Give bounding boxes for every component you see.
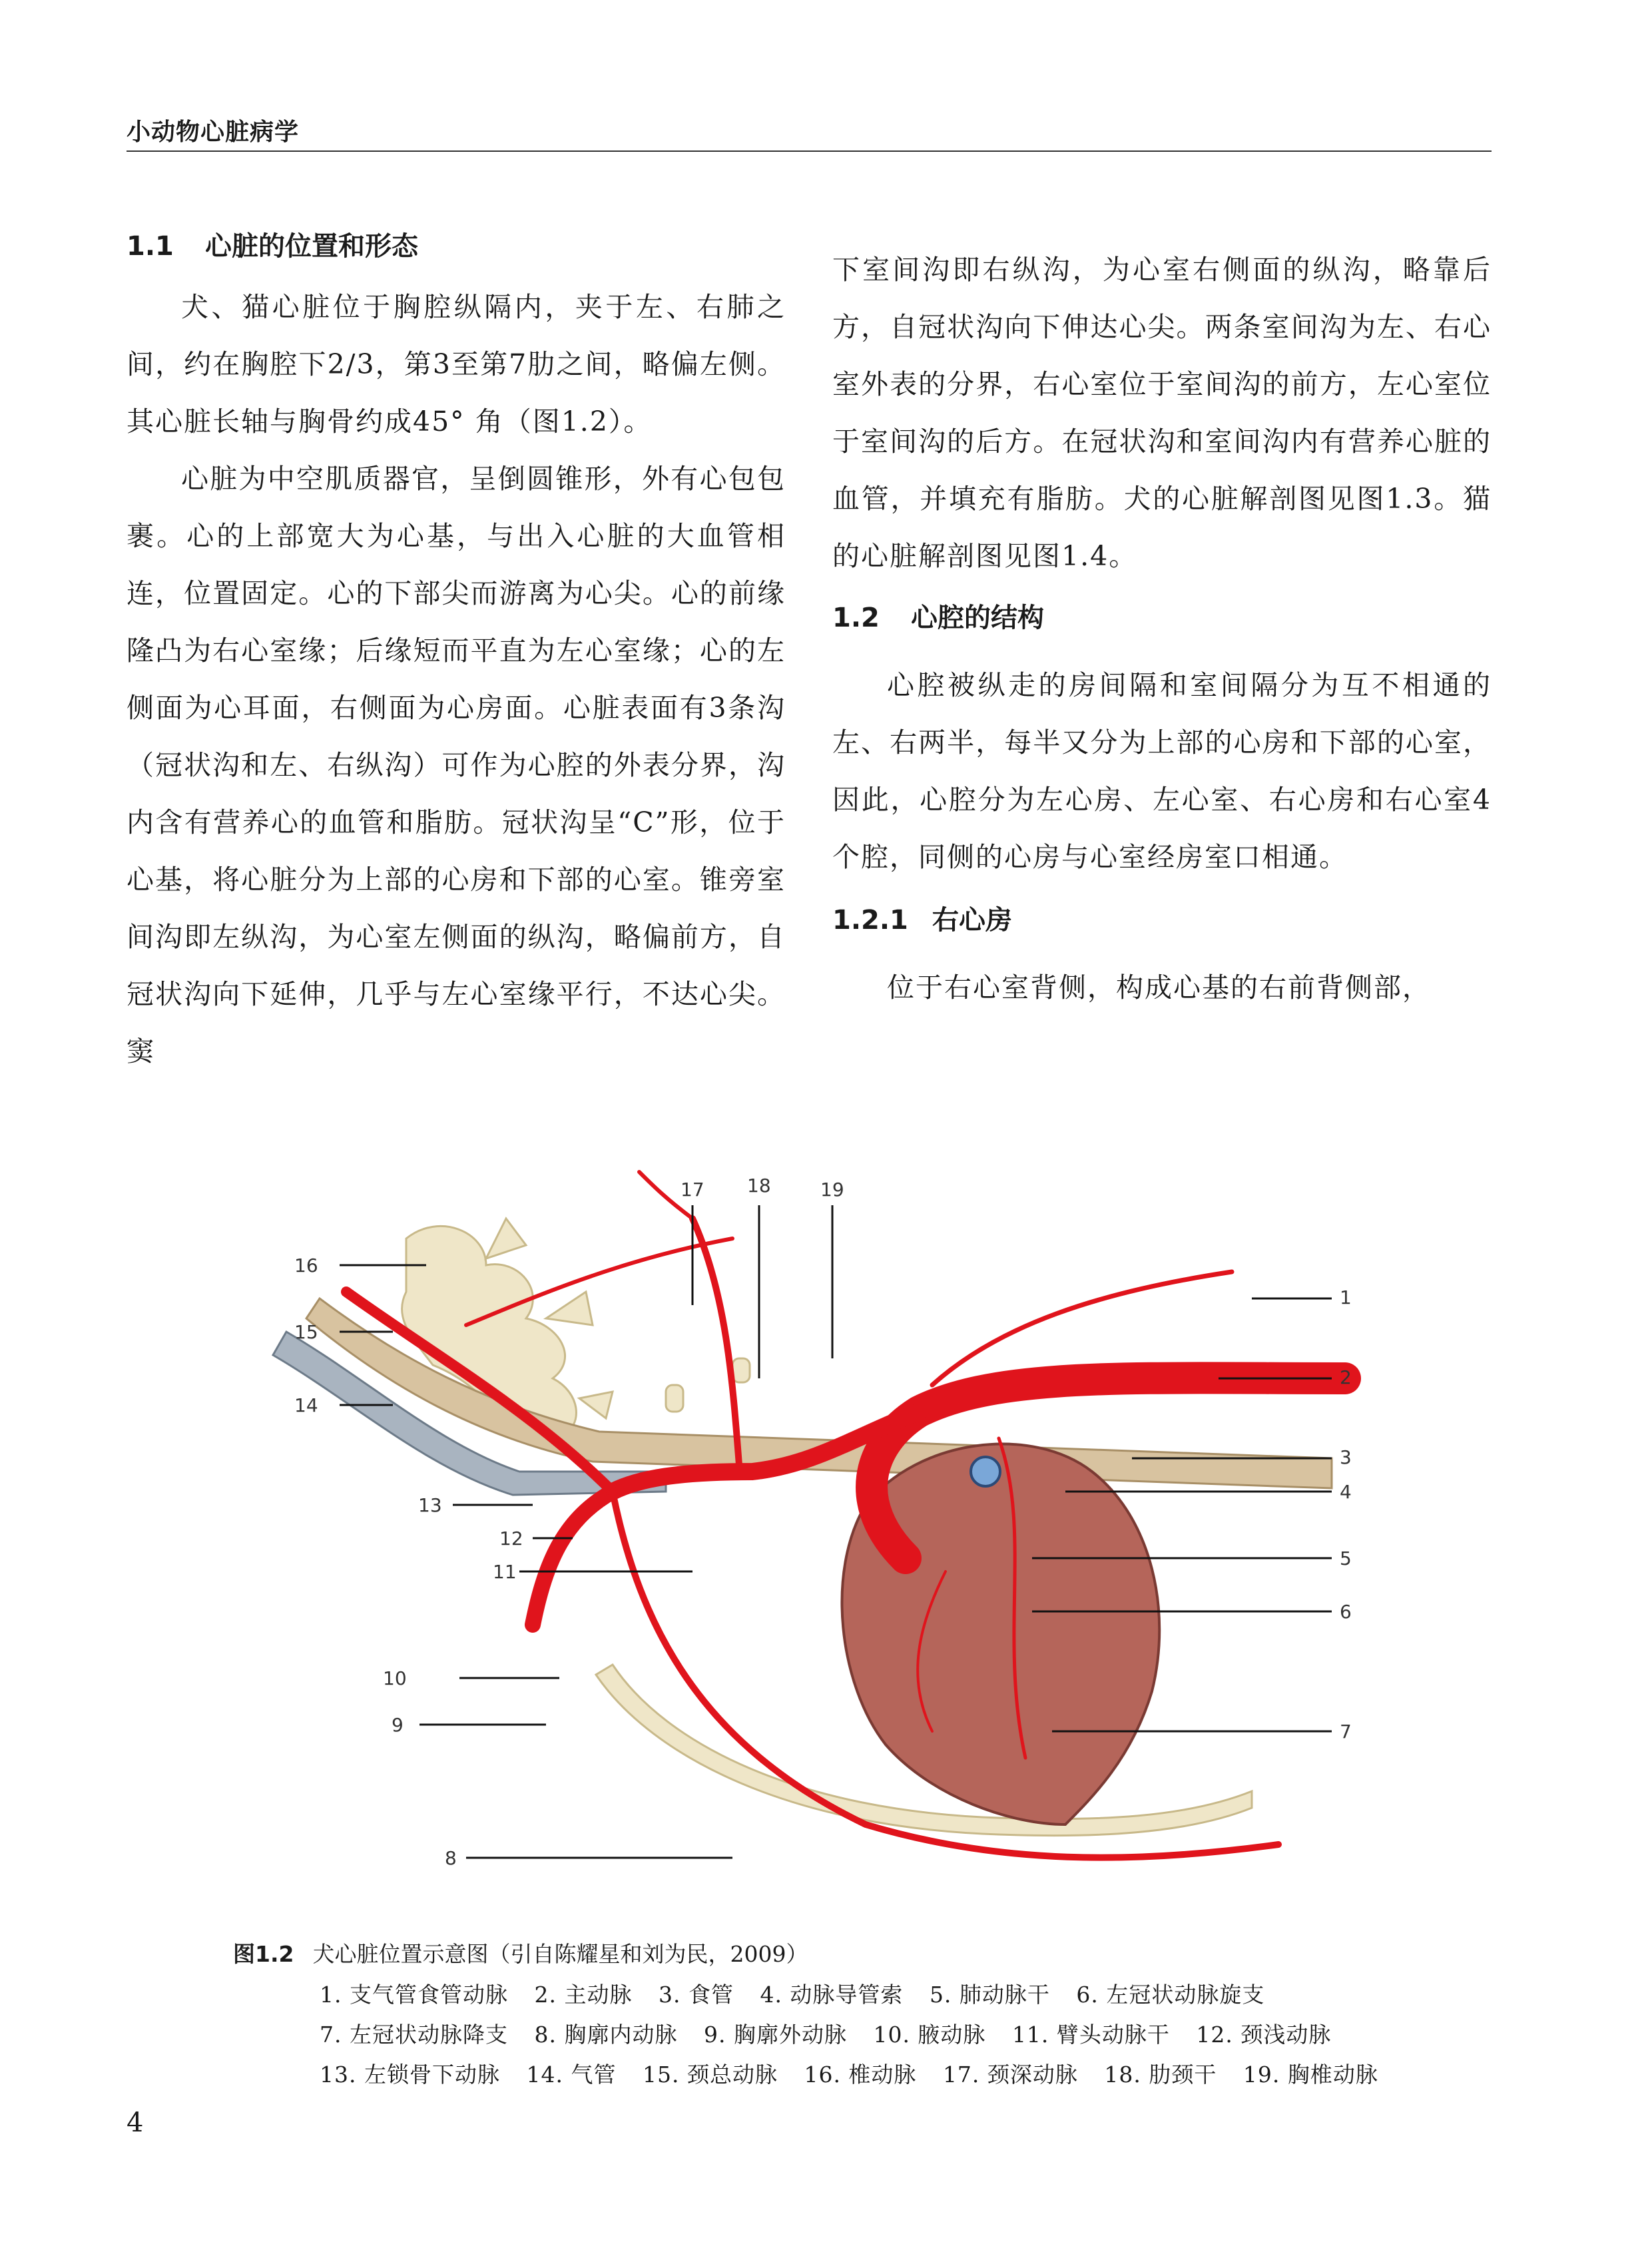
section-title: 右心房 [932,905,1012,936]
legend-item: 14. 气管 [526,2062,617,2088]
legend-item: 16. 椎动脉 [804,2062,917,2088]
callout-7: 7 [1340,1721,1352,1743]
callout-19: 19 [820,1179,844,1201]
right-column [832,241,1492,1016]
legend-item: 11. 臂头动脉干 [1011,2022,1170,2048]
legend-line [320,1978,1518,2009]
paragraph: 位于右心室背侧，构成心基的右前背侧部， [887,972,1431,1003]
legend-item: 10. 腋动脉 [873,2022,986,2048]
callout-17: 17 [681,1179,704,1201]
callout-5: 5 [1340,1547,1352,1569]
section-number: 1.1 [127,231,174,262]
callout-8: 8 [445,1847,457,1869]
heart-illustration [842,1444,1159,1824]
callout-6: 6 [1340,1601,1352,1623]
running-header: 小动物心脏病学 [127,119,300,146]
callout-18: 18 [747,1175,771,1197]
legend-item: 18. 肋颈干 [1104,2062,1217,2088]
section-number: 1.2.1 [832,905,908,936]
legend-item: 7. 左冠状动脉降支 [320,2022,508,2048]
legend-item: 6. 左冠状动脉旋支 [1076,1982,1265,2008]
legend-item: 17. 颈深动脉 [942,2062,1078,2088]
section-1-1-heading [127,226,786,266]
callout-16: 16 [294,1255,318,1276]
paragraph: 心腔被纵走的房间隔和室间隔分为互不相通的左、右两半，每半又分为上部的心房和下部的心室，因此，心腔分为左心房、左心室、右心房和右心室4个腔，同侧的心房与心室经房室口相通。 [832,669,1492,873]
callout-1: 1 [1340,1286,1352,1308]
paragraph: 心脏为中空肌质器官，呈倒圆锥形，外有心包包裹。心的上部宽大为心基，与出入心脏的大血管相连，位置固定。心的下部尖而游离为心尖。心的前缘隆凸为右心室缘；后缘短而平直为左心室缘；心的左侧面为心耳面，右侧面为心房面。心脏表面有3条沟（冠状沟和左、右纵沟）可作为心腔的外表分界，沟内含有营养心的血管和脂肪。冠状沟呈“C”形，位于心基，将心脏分为上部的心房和下部的心室。锥旁室间沟即左纵沟，为心室左侧面的纵沟，略偏前方，自冠状沟向下延伸，几乎与左心室缘平行，不达心尖。窦 [127,463,786,1067]
legend-item: 19. 胸椎动脉 [1242,2062,1378,2088]
callout-11: 11 [493,1561,517,1583]
legend-item: 8. 胸廓内动脉 [534,2022,678,2048]
legend-item: 12. 颈浅动脉 [1196,2022,1332,2048]
paragraph: 犬、猫心脏位于胸腔纵隔内，夹于左、右肺之间，约在胸腔下2/3，第3至第7肋之间，略偏左侧。其心脏长轴与胸骨约成45° 角（图1.2）。 [127,291,786,437]
legend-line [320,2018,1518,2049]
callout-14: 14 [294,1394,318,1416]
legend-item: 15. 颈总动脉 [642,2062,778,2088]
left-column [127,226,786,1080]
callout-15: 15 [294,1321,318,1343]
page-number: 4 [127,2107,144,2138]
callout-12: 12 [499,1528,523,1549]
legend-item: 5. 肺动脉干 [929,1982,1050,2008]
figure-label: 图1.2 [233,1941,294,1967]
callout-13: 13 [418,1494,442,1516]
paragraph-continued: 下室间沟即右纵沟，为心室右侧面的纵沟，略靠后方，自冠状沟向下伸达心尖。两条室间沟为左、右心室外表的分界，右心室位于室间沟的前方，左心室位于室间沟的后方。在冠状沟和室间沟内有营养心脏的血管，并填充有脂肪。犬的心脏解剖图见图1.3。猫的心脏解剖图见图1.4。 [832,254,1492,572]
callout-10: 10 [383,1667,407,1689]
figure-caption [233,1934,1498,1974]
callout-9: 9 [392,1714,404,1736]
section-1-2-heading [832,598,1492,638]
legend-item: 13. 左锁骨下动脉 [320,2062,500,2088]
legend-item: 4. 动脉导管索 [760,1982,904,2008]
section-1-2-1-heading [832,900,1492,940]
anatomy-illustration [266,1159,1372,1924]
caption-text: 犬心脏位置示意图（引自陈耀星和刘为民，2009） [312,1941,808,1967]
section-number: 1.2 [832,603,880,633]
section-title: 心脏的位置和形态 [205,231,418,262]
heart-position-figure [266,1159,1372,1924]
section-title: 心腔的结构 [911,603,1044,633]
callout-3: 3 [1340,1446,1352,1468]
callout-2: 2 [1340,1366,1352,1388]
callout-4: 4 [1340,1481,1352,1503]
legend-item: 9. 胸廓外动脉 [703,2022,847,2048]
legend-line [320,2058,1518,2089]
legend-item: 2. 主动脉 [534,1982,633,2008]
header-rule [127,150,1492,152]
legend-item: 1. 支气管食管动脉 [320,1982,508,2008]
legend-item: 3. 食管 [658,1982,734,2008]
ductus-marker [971,1457,1000,1486]
